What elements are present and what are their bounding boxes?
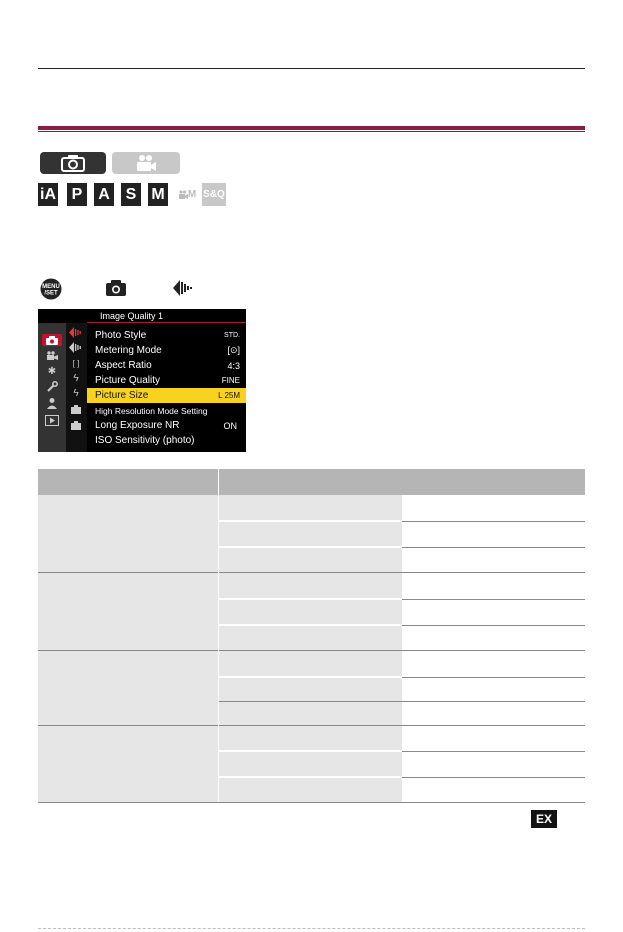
table-group — [38, 725, 585, 802]
wrench-icon — [44, 381, 60, 393]
table-row — [218, 547, 585, 572]
table-row — [218, 625, 585, 650]
bottom-rule — [38, 928, 585, 930]
table-row-separator — [218, 521, 402, 522]
table-row-rule — [218, 701, 585, 702]
image-quality-icon — [172, 278, 194, 298]
table-row-rule — [402, 677, 585, 678]
image-quality-icon — [68, 326, 84, 338]
menu-item-high-resolution-mode-setting: High Resolution Mode Setting — [95, 405, 208, 416]
table-group-label-cell — [38, 573, 218, 650]
movie-camera-icon — [133, 154, 159, 172]
focus-icon: [ ] — [72, 358, 80, 368]
menu-item-photo-style: Photo Style STD. — [95, 330, 240, 341]
table-row — [218, 751, 585, 776]
table-row-separator — [218, 677, 402, 678]
section-title-rule — [38, 126, 585, 130]
table-row-separator — [218, 547, 402, 548]
table-row — [218, 677, 585, 702]
table-row — [218, 702, 585, 726]
table-row — [218, 573, 585, 598]
camera-sub-icon — [68, 403, 84, 415]
mode-badge-creative-video-m: M — [175, 183, 199, 206]
flash-2-icon: ϟ — [73, 387, 79, 399]
table-row — [218, 495, 585, 520]
menu-set-button-icon — [40, 278, 62, 300]
table-group-rule — [38, 650, 585, 651]
table-group — [38, 651, 585, 726]
menu-title: Image Quality 1 — [100, 311, 164, 321]
video-mode-tab — [112, 152, 180, 174]
movie-camera-icon — [178, 190, 188, 199]
menu-item-picture-size: Picture Size L 25M — [87, 388, 246, 403]
table-row-separator — [218, 751, 402, 752]
menu-tab-photo — [42, 334, 62, 346]
mode-badge-p: P — [67, 183, 87, 206]
camera-icon — [60, 154, 86, 172]
camera-menu-screenshot — [38, 309, 246, 452]
menu-item-metering-mode: Metering Mode [⊙] — [95, 345, 240, 356]
person-icon — [44, 397, 60, 409]
camera-sub-2-icon — [68, 419, 84, 431]
table-group-rule — [38, 572, 585, 573]
menu-item-aspect-ratio: Aspect Ratio 4:3 — [95, 360, 240, 371]
table-row-rule — [402, 547, 585, 548]
table-row-separator — [218, 625, 402, 626]
table-row — [218, 651, 585, 676]
table-row-rule — [402, 625, 585, 626]
camera-icon — [105, 278, 127, 298]
table-group-label-cell — [38, 725, 218, 802]
table-group-rule — [38, 725, 585, 726]
playback-icon — [44, 414, 60, 426]
table-group — [38, 495, 585, 572]
gear-icon: ✱ — [47, 365, 57, 377]
mode-badge-sq: S&Q — [202, 183, 226, 206]
top-rule — [38, 68, 585, 69]
table-row-separator — [218, 777, 402, 778]
table-row-rule — [402, 777, 585, 778]
mode-badge-m: M — [148, 183, 168, 206]
image-quality-2-icon — [68, 341, 84, 353]
table-row-rule — [402, 599, 585, 600]
table-header-divider — [218, 469, 219, 495]
svg-text:/SET: /SET — [44, 290, 58, 297]
table-group-label-cell — [38, 495, 218, 572]
photo-mode-tab — [40, 152, 106, 174]
mode-badge-ia: iA — [38, 183, 58, 206]
table-row — [218, 599, 585, 624]
table-row-rule — [402, 751, 585, 752]
menu-item-long-exposure-nr: Long Exposure NR ON — [95, 420, 237, 431]
ex-badge: EX — [531, 810, 557, 828]
mode-badge-s: S — [121, 183, 141, 206]
table-row — [218, 725, 585, 750]
table-header — [38, 469, 585, 495]
table-group — [38, 573, 585, 650]
movie-camera-icon — [44, 349, 60, 361]
table-row-rule — [402, 521, 585, 522]
svg-text:MENU: MENU — [42, 284, 60, 290]
table-row — [218, 521, 585, 546]
table-row — [218, 777, 585, 802]
table-bottom-rule — [38, 802, 585, 803]
menu-title-underline — [87, 322, 246, 323]
flash-icon: ϟ — [73, 372, 79, 384]
table-row-separator — [218, 599, 402, 600]
table-column-divider — [218, 495, 219, 802]
mode-badge-a: A — [94, 183, 114, 206]
table-group-label-cell — [38, 651, 218, 726]
section-title-rule-thin — [38, 131, 585, 132]
camera-icon — [46, 336, 58, 345]
menu-item-iso-sensitivity-photo: ISO Sensitivity (photo) — [95, 435, 195, 446]
menu-item-picture-quality: Picture Quality FINE — [95, 375, 240, 386]
